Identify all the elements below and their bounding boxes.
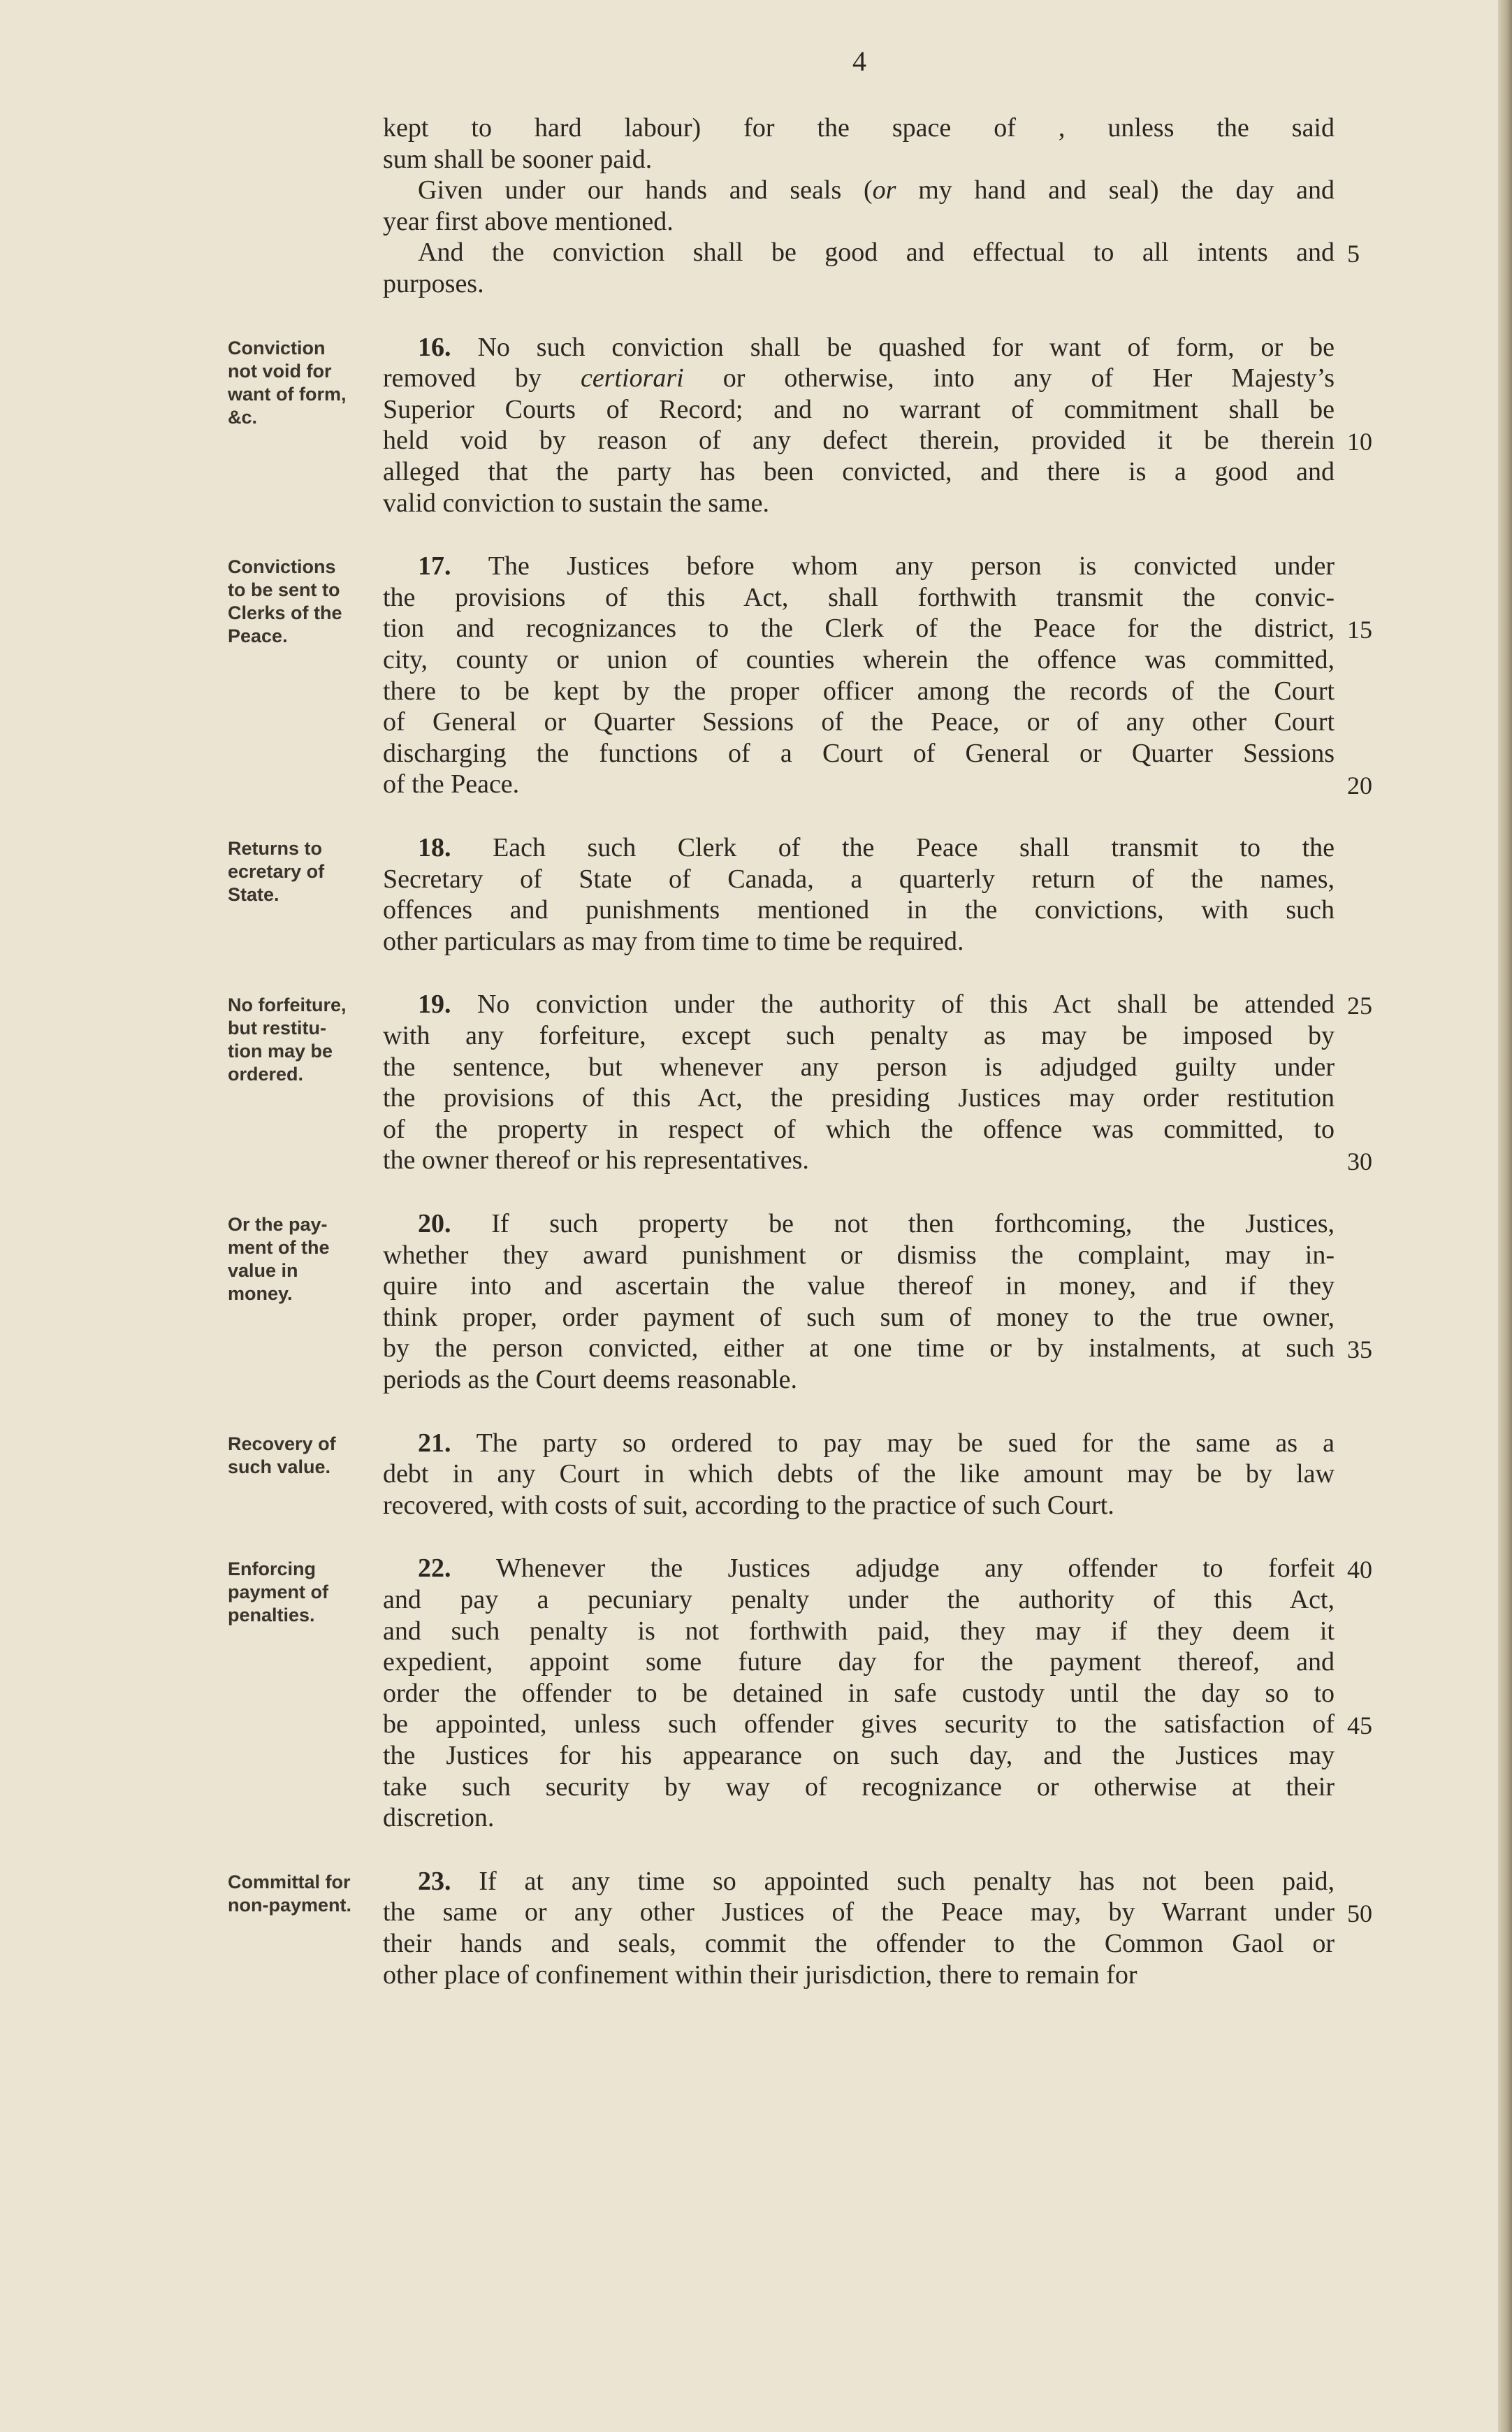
text-line — [383, 1708, 1335, 1740]
line-text: and such penalty is not forthwith paid, they may if they deem it — [383, 1616, 1335, 1646]
text-line — [383, 1113, 1335, 1145]
margin-note-line: Recovery of — [228, 1433, 336, 1454]
text-line — [418, 174, 1335, 206]
line-text: alleged that the party has been convicted, and there is a good and — [383, 457, 1335, 486]
line-number: 45 — [1347, 1711, 1372, 1740]
margin-note-line: but restitu- — [228, 1018, 326, 1039]
text-line — [418, 331, 1335, 363]
line-text: and pay a pecuniary penalty under the authority of this Act, — [383, 1585, 1335, 1614]
line-text: city, county or union of counties wherein the offence was committed, — [383, 645, 1335, 674]
text-line — [383, 268, 1335, 300]
text-line — [383, 487, 1335, 519]
line-text: If at any time so appointed such penalty has not been paid, — [479, 1866, 1335, 1896]
text-line — [418, 1552, 1335, 1584]
line-text: discretion. — [383, 1803, 495, 1833]
margin-note-line: Convictions — [228, 556, 336, 578]
margin-note-line: Conviction — [228, 337, 326, 359]
line-text: purposes. — [383, 269, 484, 298]
text-line — [383, 1896, 1335, 1928]
margin-note-line: tion may be — [228, 1041, 333, 1062]
line-text: sum shall be sooner paid. — [383, 144, 653, 174]
margin-note — [228, 337, 381, 429]
text-line — [383, 1270, 1335, 1302]
line-text: expedient, appoint some future day for the payment thereof, and — [383, 1647, 1335, 1677]
line-text: Given under our hands and seals (or my hand and seal) the day and — [418, 175, 1335, 205]
margin-note-line: not void for — [228, 360, 332, 382]
text-line — [383, 1363, 1335, 1396]
margin-note-line: ment of the — [228, 1237, 330, 1258]
line-text: offences and punishments mentioned in the convictions, with such — [383, 895, 1335, 925]
text-line — [383, 1584, 1335, 1616]
section-number: 19. — [418, 990, 477, 1020]
margin-note-line: No forfeiture, — [228, 994, 347, 1016]
line-text: kept to hard labour) for the space of , unless the said — [383, 113, 1335, 143]
line-number: 40 — [1347, 1556, 1372, 1584]
line-text: The Justices before whom any person is convicted under — [488, 551, 1335, 581]
line-number: 50 — [1347, 1899, 1372, 1928]
line-text: discharging the functions of a Court of General or Quarter Sessions — [383, 738, 1335, 768]
margin-note — [228, 1213, 381, 1305]
line-text: whether they award punishment or dismiss the complaint, may in- — [383, 1240, 1335, 1270]
line-number: 5 — [1347, 240, 1360, 268]
text-line — [418, 1865, 1335, 1897]
margin-note-line: such value. — [228, 1456, 331, 1477]
margin-note-line: value in — [228, 1260, 298, 1281]
margin-note-line: money. — [228, 1283, 293, 1304]
line-text: And the conviction shall be good and effectual to all intents and — [418, 238, 1335, 268]
line-text: held void by reason of any defect therein, provided it be therein — [383, 426, 1335, 456]
margin-note-line: &c. — [228, 406, 258, 428]
margin-note-line: Peace. — [228, 625, 288, 647]
line-text: Each such Clerk of the Peace shall transmit to the — [493, 833, 1335, 862]
text-line — [383, 1677, 1335, 1709]
margin-note-line: State. — [228, 884, 279, 905]
book-spine-shadow — [1498, 0, 1512, 2432]
line-text: tion and recognizances to the Clerk of the Peace for the district, — [383, 614, 1335, 644]
text-line — [383, 768, 1335, 800]
page-number: 4 — [852, 45, 866, 77]
line-text: of the Peace. — [383, 769, 520, 799]
line-text: the Justices for his appearance on such day, and the Justices may — [383, 1741, 1335, 1770]
margin-note — [228, 1558, 381, 1627]
line-text: valid conviction to sustain the same. — [383, 488, 770, 518]
line-number: 35 — [1347, 1336, 1372, 1364]
line-text: Whenever the Justices adjudge any offender to forfeit — [496, 1554, 1335, 1584]
line-text: Secretary of State of Canada, a quarterly return of the names, — [383, 864, 1335, 894]
line-number: 30 — [1347, 1148, 1372, 1176]
margin-note-line: ordered. — [228, 1064, 304, 1085]
text-line — [383, 1051, 1335, 1083]
text-line — [418, 1208, 1335, 1240]
line-text: periods as the Court deems reasonable. — [383, 1365, 798, 1394]
line-text: The party so ordered to pay may be sued for the same as a — [476, 1428, 1335, 1458]
margin-note-line: Returns to — [228, 838, 322, 859]
margin-note — [228, 1871, 381, 1917]
italic-word: or — [872, 175, 896, 205]
line-text: take such security by way of recognizance or otherwise at their — [383, 1772, 1335, 1802]
line-text: by the person convicted, either at one time or by instalments, at such — [383, 1333, 1335, 1363]
text-line — [383, 675, 1335, 707]
text-line — [383, 393, 1335, 426]
line-text: No such conviction shall be quashed for want of form, or be — [477, 332, 1335, 362]
text-line — [383, 1458, 1335, 1490]
line-text: the provisions of this Act, the presiding Justices may order restitution — [383, 1083, 1335, 1113]
line-text: order the offender to be detained in safe custody until the day so to — [383, 1678, 1335, 1708]
section-number: 18. — [418, 833, 493, 862]
text-line — [383, 1332, 1335, 1364]
text-line — [383, 1082, 1335, 1114]
text-line — [383, 424, 1335, 456]
text-line — [383, 143, 1335, 175]
line-number: 15 — [1347, 616, 1372, 644]
line-text: year first above mentioned. — [383, 206, 674, 236]
text-line — [383, 1144, 1335, 1176]
line-text: the owner thereof or his representatives. — [383, 1145, 809, 1175]
line-text: debt in any Court in which debts of the like amount may be by law — [383, 1459, 1335, 1489]
margin-note — [228, 994, 381, 1086]
line-text: their hands and seals, commit the offender to the Common Gaol or — [383, 1929, 1335, 1958]
text-line — [383, 1927, 1335, 1960]
margin-note-line: non-payment. — [228, 1894, 352, 1916]
margin-note-line: ecretary of — [228, 861, 325, 882]
line-text: other particulars as may from time to time be required. — [383, 926, 964, 956]
line-text: think proper, order payment of such sum of money to the true owner, — [383, 1302, 1335, 1332]
text-line — [383, 1301, 1335, 1333]
line-text: of General or Quarter Sessions of the Peace, or of any other Court — [383, 707, 1335, 737]
italic-word: certiorari — [580, 363, 684, 393]
text-line — [383, 925, 1335, 957]
line-text: No conviction under the authority of this Act shall be attended — [477, 990, 1335, 1020]
text-line — [418, 1427, 1335, 1459]
line-number: 10 — [1347, 428, 1372, 456]
margin-note-line: Committal for — [228, 1871, 351, 1892]
text-line — [383, 894, 1335, 926]
line-number: 25 — [1347, 992, 1372, 1020]
line-text: there to be kept by the proper officer among the records of the Court — [383, 676, 1335, 706]
text-line — [383, 1959, 1335, 1991]
text-line — [383, 1489, 1335, 1521]
margin-note-line: Clerks of the — [228, 602, 342, 624]
section-number: 20. — [418, 1209, 492, 1238]
text-line — [418, 832, 1335, 864]
margin-note-line: Or the pay- — [228, 1214, 328, 1235]
line-text: of the property in respect of which the offence was committed, to — [383, 1114, 1335, 1144]
line-number: 20 — [1347, 772, 1372, 800]
margin-note — [228, 837, 381, 906]
text-line — [383, 581, 1335, 614]
text-line — [383, 112, 1335, 144]
line-text: the same or any other Justices of the Peace may, by Warrant under — [383, 1897, 1335, 1927]
margin-note-line: want of form, — [228, 383, 347, 405]
line-text: removed by certiorari or otherwise, into any of Her Majesty’s — [383, 363, 1335, 393]
text-line — [383, 1615, 1335, 1647]
text-line — [383, 1739, 1335, 1772]
line-text: with any forfeiture, except such penalty as may be imposed by — [383, 1021, 1335, 1050]
text-line — [383, 863, 1335, 895]
text-line — [383, 644, 1335, 676]
line-text: Superior Courts of Record; and no warrant of commitment shall be — [383, 394, 1335, 424]
line-text: quire into and ascertain the value thereof in money, and if they — [383, 1271, 1335, 1301]
text-line — [383, 456, 1335, 488]
text-line — [418, 236, 1335, 268]
section-number: 21. — [418, 1428, 477, 1458]
text-line — [383, 1239, 1335, 1271]
line-text: recovered, with costs of suit, according to the practice of such Court. — [383, 1490, 1114, 1520]
line-text: other place of confinement within their jurisdiction, there to remain for — [383, 1960, 1137, 1990]
text-line — [383, 1771, 1335, 1803]
section-number: 16. — [418, 332, 478, 362]
text-line — [383, 706, 1335, 738]
text-line — [418, 550, 1335, 582]
text-line — [418, 988, 1335, 1020]
margin-note — [228, 556, 381, 648]
margin-note-line: Enforcing — [228, 1558, 316, 1580]
margin-note-line: to be sent to — [228, 579, 340, 601]
margin-note-line: payment of — [228, 1581, 329, 1603]
text-line — [383, 1802, 1335, 1834]
section-number: 22. — [418, 1554, 497, 1584]
text-line — [383, 1020, 1335, 1052]
text-line — [383, 205, 1335, 238]
line-text: the provisions of this Act, shall forthwith transmit the convic- — [383, 582, 1335, 612]
margin-note-line: penalties. — [228, 1605, 315, 1626]
line-text: If such property be not then forthcoming, the Justices, — [491, 1209, 1335, 1238]
text-line — [383, 612, 1335, 644]
text-line — [383, 362, 1335, 394]
line-text: be appointed, unless such offender gives security to the satisfaction of — [383, 1709, 1335, 1739]
margin-note — [228, 1433, 381, 1479]
line-text: the sentence, but whenever any person is adjudged guilty under — [383, 1052, 1335, 1082]
section-number: 17. — [418, 551, 488, 581]
text-line — [383, 737, 1335, 769]
text-line — [383, 1646, 1335, 1678]
section-number: 23. — [418, 1866, 479, 1896]
